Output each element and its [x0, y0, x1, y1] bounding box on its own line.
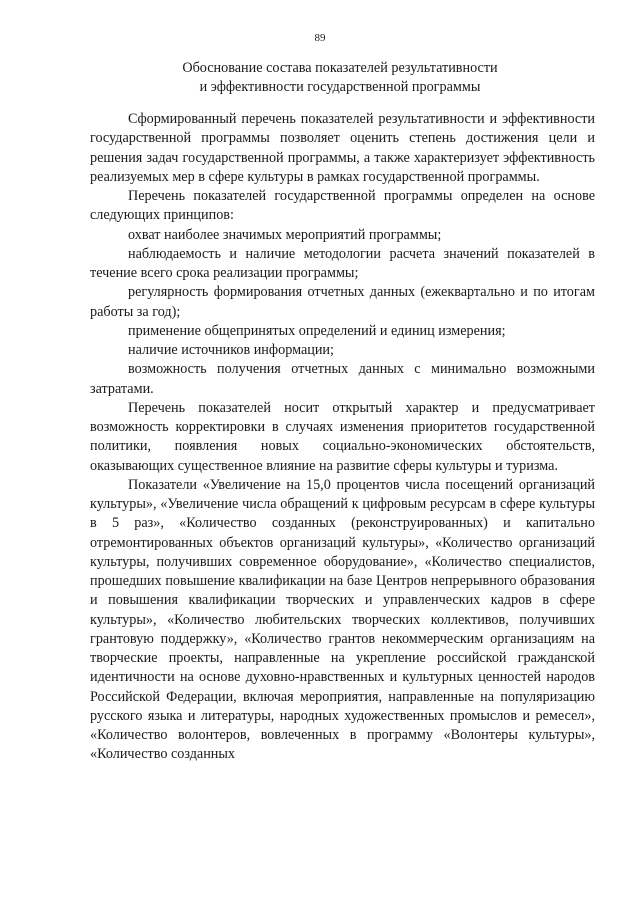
document-body — [90, 110, 595, 765]
paragraph-indicators: Показатели «Увеличение на 15,0 процентов числа посещений организаций культуры», «Увеличение числа обращений к цифровым ресурсам в сфере культуры в 5 раз», «Количество созданных (реконструированных) и капитально отремонтированных объектов организаций культуры», «Количество организаций культуры, получивших современное оборудование», «Количество специалистов, прошедших повышение квалификации на базе Центров непрерывного образования и повышения квалификации творческих и управленческих кадров в сфере культуры», «Количество любительских творческих коллективов, получивших грантовую поддержку», «Количество грантов некоммерческим организациям на творческие проекты, направленные на укрепление российской гражданской идентичности на основе духовно-нравственных и культурных ценностей народов Российской Федерации, включая мероприятия, направленные на популяризацию русского языка и литературы, народных художественных промыслов и ремесел», «Количество волонтеров, вовлеченных в программу «Волонтеры культуры», «Количество созданных — [90, 476, 595, 763]
paragraph-intro: Сформированный перечень показателей результативности и эффективности государственной программы позволяет оценить степень достижения цели и решения задач государственной программы, а также характеризует эффективность реализуемых мер в сфере культуры в рамках государственной программы. — [90, 111, 595, 185]
section-heading — [90, 59, 590, 97]
paragraph-open-list: Перечень показателей носит открытый характер и предусматривает возможность корректировки в случаях изменения приоритетов государственной политики, появления новых социально-экономических обстоятельств, оказывающих существенное влияние на развитие сферы культуры и туризма. — [90, 399, 595, 474]
principle-item: охват наиболее значимых мероприятий программы; — [128, 226, 442, 243]
heading-line-2: и эффективности государственной программы — [199, 79, 481, 95]
principle-item: наблюдаемость и наличие методологии расчета значений показателей в течение всего срока реализации программы; — [90, 245, 595, 281]
principle-item: применение общепринятых определений и единиц измерения; — [128, 322, 506, 339]
principle-item: регулярность формирования отчетных данных (ежеквартально и по итогам работы за год); — [90, 284, 595, 320]
paragraph-principles-lead: Перечень показателей государственной программы определен на основе следующих принципов: — [90, 188, 595, 224]
principle-item: возможность получения отчетных данных с минимально возможными затратами. — [90, 361, 595, 397]
page-number: 89 — [314, 32, 326, 44]
heading-line-1: Обоснование состава показателей результативности — [182, 60, 498, 76]
principle-item: наличие источников информации; — [128, 342, 334, 358]
